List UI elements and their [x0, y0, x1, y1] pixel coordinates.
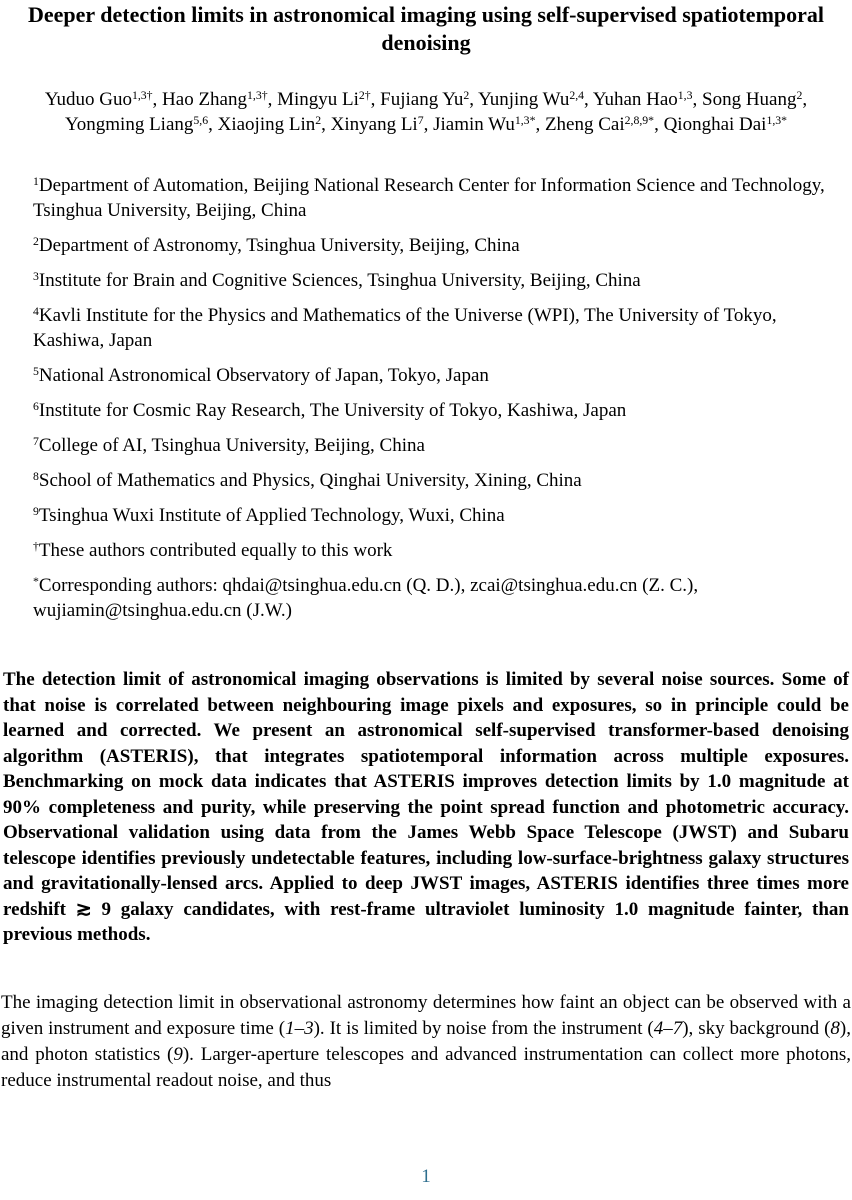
paper-title: Deeper detection limits in astronomical imaging using self-supervised spatiotemporal denoising — [27, 2, 825, 55]
affiliation-item: $^3$Institute for Brain and Cognitive Sciences, Tsinghua University, Beijing, China — [33, 270, 641, 291]
text-segment: ). Larger-aperture telescopes and advanced instrumentation can collect more photons, reduce instrumental readout noise, and thus — [1, 1043, 851, 1091]
author-superscript: 7 — [417, 114, 424, 128]
text-segment: The imaging detection limit in observational astronomy determines how faint an object can be observed with a given instrument and exposure time ( — [1, 991, 851, 1039]
text-segment: , Mingyu Li — [267, 89, 359, 110]
text-segment: ), sky background ( — [682, 1017, 831, 1039]
affiliation-item: $^7$College of AI, Tsinghua University, Beijing, China — [33, 435, 425, 456]
text-segment: , Fujiang Yu — [370, 89, 464, 110]
intro-paragraph — [1, 990, 851, 1094]
affiliation-marker: 8 — [33, 470, 39, 484]
text-segment: , Xinyang Li — [321, 114, 418, 135]
reference-citation: 1–3 — [285, 1017, 314, 1039]
author-superscript: 5,6 — [193, 114, 209, 128]
text-segment: , Qionghai Dai — [654, 114, 767, 135]
affiliation-item: $^8$School of Mathematics and Physics, Qinghai University, Xining, China — [33, 470, 582, 491]
author-superscript: 1,3† — [131, 89, 153, 103]
affiliation-item: $^6$Institute for Cosmic Ray Research, The University of Tokyo, Kashiwa, Japan — [33, 400, 627, 421]
text-segment: , Yuhan Hao — [584, 89, 678, 110]
text-segment: , Hao Zhang — [152, 89, 247, 110]
author-superscript: 2 — [796, 89, 803, 103]
text-segment: , Zheng Cai — [535, 114, 625, 135]
affiliation-marker: 5 — [33, 365, 39, 379]
text-segment: Yuduo Guo — [44, 89, 132, 110]
author-superscript: 2,4 — [569, 89, 585, 103]
reference-citation: 8 — [830, 1017, 840, 1039]
affiliation-marker: * — [33, 575, 39, 589]
affiliation-marker: 9 — [33, 505, 39, 519]
author-list — [14, 87, 838, 137]
author-superscript: 2 — [463, 89, 470, 103]
affiliation-item: $^4$Kavli Institute for the Physics and Mathematics of the Universe (WPI), The University of Tokyo, Kashiwa, Japan — [33, 305, 777, 351]
affiliation-item: $^1$Department of Automation, Beijing National Research Center for Information Science and Technology, Tsinghua University, Beijing, China — [33, 175, 825, 221]
affiliation-marker: 6 — [33, 400, 39, 414]
text-segment: , Xiaojing Lin — [208, 114, 316, 135]
author-superscript: 2,8,9* — [624, 114, 655, 128]
page-number: 1 — [421, 1166, 431, 1187]
affiliation-marker: 2 — [33, 235, 39, 249]
affiliation-item: *Corresponding authors: qhdai@tsinghua.edu.cn (Q. D.), zcai@tsinghua.edu.cn (Z. C.), wujiamin@tsinghua.edu.cn (J.W.) — [33, 575, 699, 621]
affiliation-item: $^9$Tsinghua Wuxi Institute of Applied Technology, Wuxi, China — [33, 505, 505, 526]
reference-citation: 4–7 — [653, 1017, 683, 1039]
affiliation-marker: 7 — [33, 435, 39, 449]
affiliation-item: †These authors contributed equally to this work — [33, 540, 393, 561]
affiliation-marker: † — [33, 540, 39, 554]
text-segment: , Yunjing Wu — [469, 89, 570, 110]
affiliation-marker: 4 — [33, 305, 39, 319]
reference-citation: 9 — [173, 1043, 183, 1065]
author-superscript: 1,3 — [677, 89, 693, 103]
author-superscript: 1,3* — [514, 114, 536, 128]
text-segment: ). It is limited by noise from the instrument ( — [313, 1017, 654, 1039]
text-segment: , Song Huang — [692, 89, 797, 110]
author-superscript: 1,3† — [247, 89, 268, 103]
affiliation-marker: 1 — [33, 175, 39, 189]
affiliation-item: $^5$National Astronomical Observatory of Japan, Tokyo, Japan — [33, 365, 489, 386]
text-segment: , Yongming Liang — [64, 89, 808, 135]
author-superscript: 1,3* — [766, 114, 788, 128]
affiliation-item: $^2$Department of Astronomy, Tsinghua University, Beijing, China — [33, 235, 520, 256]
affiliations-block — [33, 173, 830, 623]
author-superscript: 2 — [315, 114, 322, 128]
author-superscript: 2† — [358, 89, 371, 103]
abstract-paragraph: The detection limit of astronomical imaging observations is limited by several noise sources. Some of that noise is correlated between neighbouring image pixels and exposures, so in principle could be learned and corrected. We present an astronomical self-supervised transformer-based denoising algorithm (ASTERIS), that integrates spatiotemporal information across multiple exposures. Benchmarking on mock data indicates that ASTERIS improves detection limits by 1.0 magnitude at 90% completeness and purity, while preserving the point spread function and photometric accuracy. Observational validation using data from the James Webb Space Telescope (JWST) and Subaru telescope identifies previously undetectable features, including low-surface-brightness galaxy structures and gravitationally-lensed arcs. Applied to deep JWST images, ASTERIS identifies three times more redshift ≳ 9 galaxy candidates, with rest-frame ultraviolet luminosity 1.0 magnitude fainter, than previous methods. — [3, 669, 849, 945]
text-segment: ), and photon statistics ( — [1, 1017, 851, 1065]
affiliation-marker: 3 — [33, 270, 39, 284]
text-segment: , Jiamin Wu — [423, 114, 515, 135]
